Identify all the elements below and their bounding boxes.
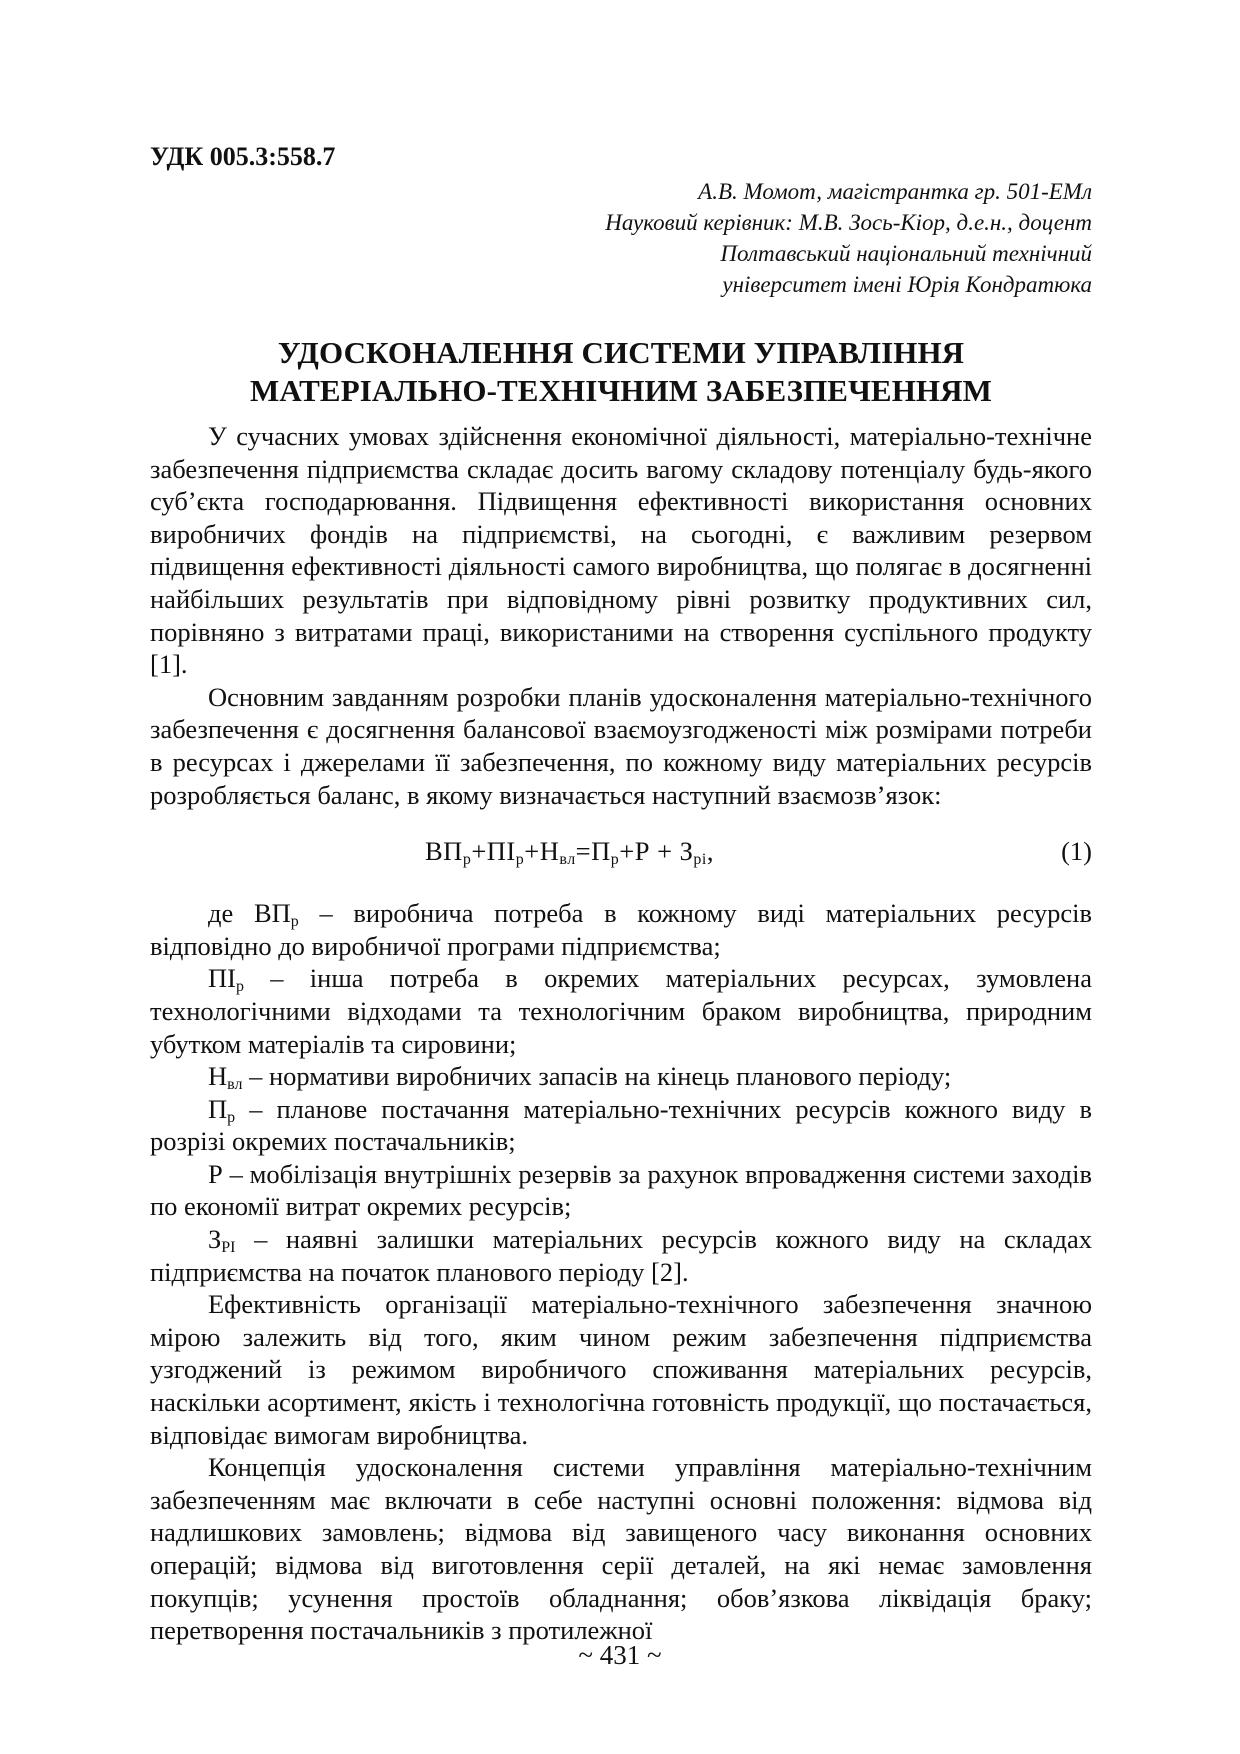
title-line: УДОСКОНАЛЕННЯ СИСТЕМИ УПРАВЛІННЯ	[277, 335, 965, 370]
equation-expression: $ВП_р+ПІ_р+Н_{вл}=П_р+Р + З_{рі}$,	[425, 836, 714, 869]
udc-code: УДК 005.3:558.7	[150, 142, 336, 171]
paragraph: Концепція удосконалення системи управління матеріально-технічним забезпеченням має включати в себе наступні основні положення: відмова від надлишкових замовлень; відмова від завищеного часу виконання основних операцій; відмова від виготовлення серії деталей, на які немає замовлення покупців; усунення простоїв обладнання; обов’язкова ліквідація браку; перетворення постачальників з протилежної	[150, 1452, 1092, 1646]
paper-title	[150, 334, 1092, 410]
paragraph: Основним завданням розробки планів удосконалення матеріально-технічного забезпечення є досягнення балансової взаємоузгодженості між розмірами потреби в ресурсах і джерелами її забезпечення, по кожному виду матеріальних ресурсів розробляється баланс, в якому визначається наступний взаємозв’язок:	[150, 681, 1092, 810]
paper-page	[150, 140, 1092, 1647]
paragraph: У сучасних умовах здійснення економічної діяльності, матеріально-технічне забезпечення підприємства складає досить вагому складову потенціалу будь-якого суб’єкта господарювання. Підвищення ефективності використання основних виробничих фондів на підприємстві, на сьогодні, є важливим резервом підвищення ефективності діяльності самого виробництва, що полягає в досягненні найбільших результатів при відповідному рівні розвитку продуктивних сил, порівняно з витратами праці, використаними на створення суспільного продукту [1].	[150, 421, 1092, 680]
supervisor-line: Науковий керівник: М.В. Зось-Кіор, д.е.н., доцент	[605, 210, 1092, 235]
definition: де $ВП_р$ – виробнича потреба в кожному виді матеріальних ресурсів відповідно до виробничої програми підприємства;	[150, 898, 1093, 961]
paragraph: Ефективність організації матеріально-технічного забезпечення значною мірою залежить від того, яким чином режим забезпечення підприємства узгоджений із режимом виробничого споживання матеріальних ресурсів, наскільки асортимент, якість і технологічна готовність продукції, що постачається, відповідає вимогам виробництва.	[150, 1289, 1092, 1450]
equation	[150, 825, 1092, 877]
definition: Р – мобілізація внутрішніх резервів за рахунок впровадження системи заходів по економії витрат окремих ресурсів;	[150, 1158, 1092, 1222]
author-line: А.В. Момот, магістрантка гр. 501-ЕМл	[698, 179, 1092, 204]
definition: $П_р$ – планове постачання матеріально-технічних ресурсів кожного виду в розрізі окремих постачальників;	[150, 1093, 1092, 1157]
equation-number: (1)	[1061, 836, 1092, 867]
definition: $Н_{вл}$ – нормативи виробничих запасів на кінець планового періоду;	[208, 1061, 952, 1094]
definition: $З_{РІ}$ – наявні залишки матеріальних ресурсів кожного виду на складах підприємства на початок планового періоду [2].	[150, 1224, 1092, 1287]
author-block	[150, 176, 1092, 300]
title-line: МАТЕРІАЛЬНО-ТЕХНІЧНИМ ЗАБЕЗПЕЧЕННЯМ	[250, 373, 992, 408]
affiliation-line: університет імені Юрія Кондратюка	[722, 272, 1092, 297]
page-number: ~ 431 ~	[578, 1640, 662, 1670]
definition: $ПІ_р$ – інша потреба в окремих матеріальних ресурсах, зумовлена технологічними відходами та технологічним браком виробництва, природним убутком матеріалів та сировини;	[150, 963, 1092, 1059]
affiliation-line: Полтавський національний технічний	[720, 241, 1092, 266]
